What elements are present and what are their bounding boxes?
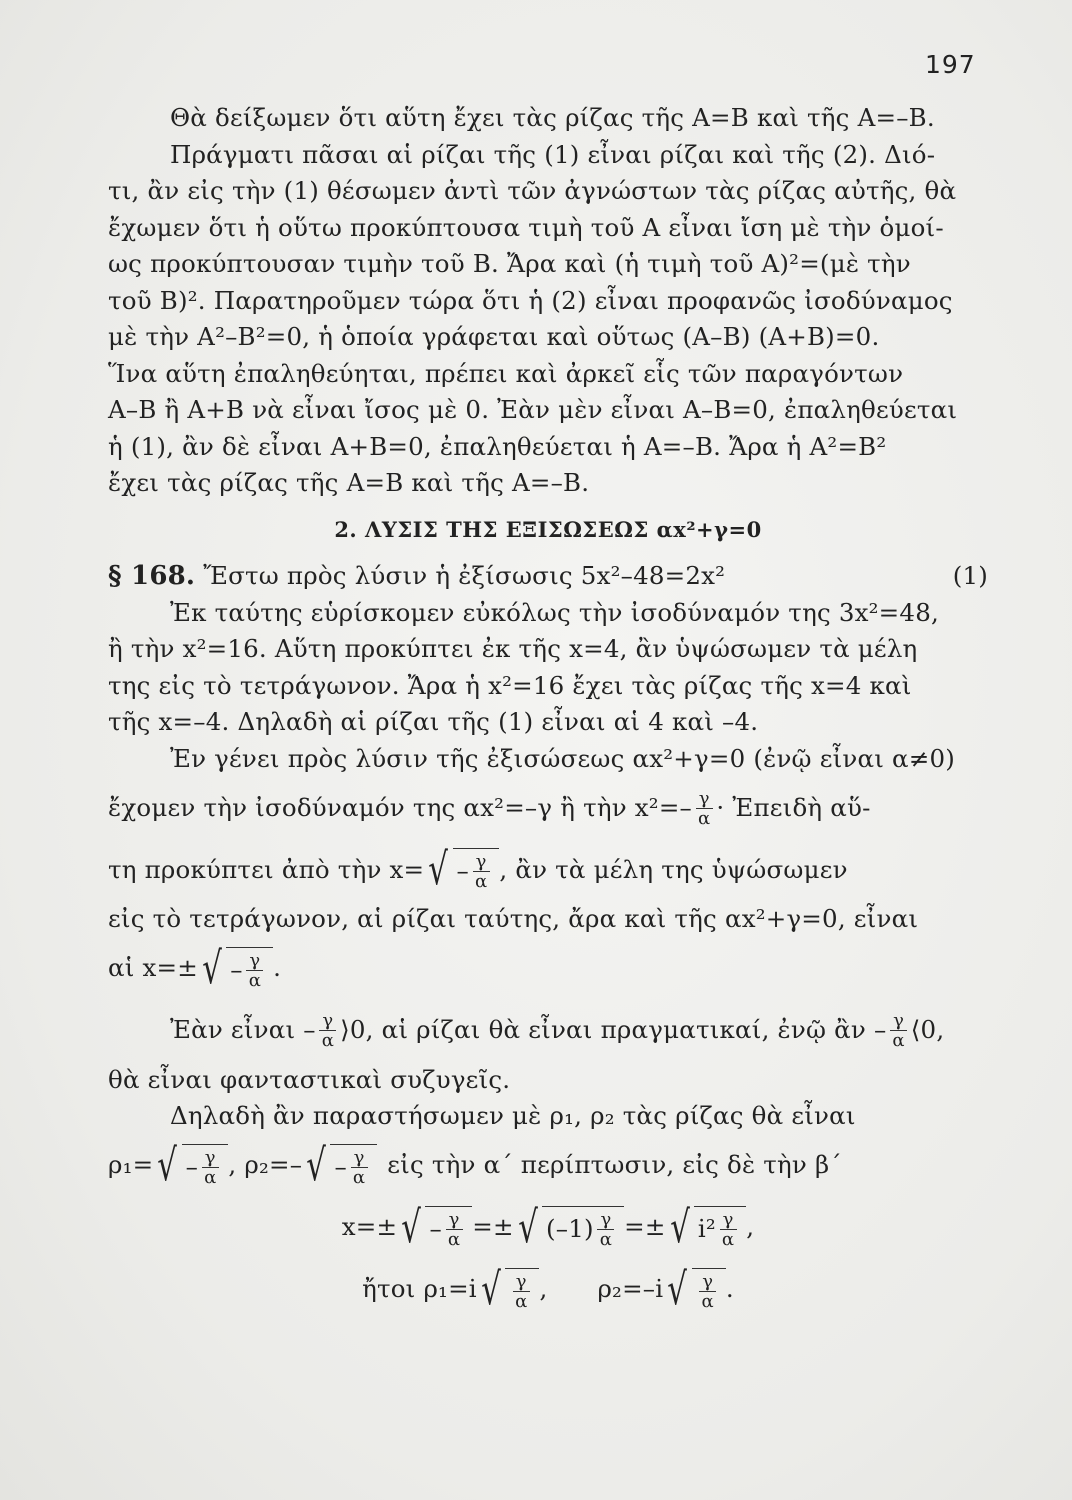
text-fragment: =± [624, 1212, 666, 1242]
text-line: Θὰ δείξωμεν ὅτι αὕτη ἔχει τὰς ρίζας τῆς Α=Β καὶ τῆς Α=–Β. [170, 103, 935, 132]
text-line: Ἐκ ταύτης εὑρίσκομεν εὐκόλως τὴν ἰσοδύναμόν της 3x²=48, [170, 597, 939, 627]
text-line: τοῦ Β)². Παρατηροῦμεν τώρα ὅτι ἡ (2) εἶναι προφανῶς ἰσοδύναμος [108, 285, 953, 315]
square-root: √ – $\frac{\gamma}{\alpha}$ [302, 1144, 377, 1188]
text-line: εἰς τὸ τετράγωνον, αἱ ρίζαι ταύτης, ἄρα καὶ τῆς αx²+γ=0, εἶναι [108, 904, 919, 933]
text-line: ως προκύπτουσαν τιμὴν τοῦ Β. Ἄρα καὶ (ἡ τιμὴ τοῦ Α)²=(μὲ τὴν [108, 249, 911, 278]
text-fragment: ἔχομεν τὴν ἰσοδύναμόν της αx²=–γ ἢ τὴν x²=– [108, 792, 693, 822]
text-fragment: ρ₂=–i [597, 1274, 664, 1304]
fraction: $\frac{\gamma}{\alpha}$ [319, 1011, 337, 1050]
square-root: √ $\frac{\gamma}{\alpha}$ [663, 1268, 726, 1312]
text-fragment: εἰς τὴν α΄ περίπτωσιν, εἰς δὲ τὴν β΄ [387, 1150, 842, 1180]
text-fragment: · Ἐπειδὴ αὕ- [716, 792, 871, 822]
square-root: √ $\frac{\gamma}{\alpha}$ [477, 1268, 540, 1312]
text-fragment: αἱ x=± [108, 953, 199, 983]
text-line: τῆς x=–4. Δηλαδὴ αἱ ρίζαι τῆς (1) εἶναι αἱ 4 καὶ –4. [108, 707, 759, 736]
math-line [108, 938, 988, 1000]
text-line: Δηλαδὴ ἂν παραστήσωμεν μὲ ρ₁, ρ₂ τὰς ρίζας θὰ εἶναι [170, 1101, 856, 1130]
text-line: τι, ἂν εἰς τὴν (1) θέσωμεν ἀντὶ τῶν ἀγνώστων τὰς ρίζας αὐτῆς, θὰ [108, 176, 957, 205]
text-line: θὰ εἶναι φανταστικαὶ συζυγεῖς. [108, 1064, 511, 1094]
square-root: √ – $\frac{\gamma}{\alpha}$ [153, 1144, 228, 1188]
text-line: μὲ τὴν Α²–Β²=0, ἡ ὁποία γράφεται καὶ οὕτως (Α–Β) (Α+Β)=0. [108, 322, 880, 351]
text-line: Ἵνα αὕτη ἐπαληθεύηται, πρέπει καὶ ἀρκεῖ εἷς τῶν παραγόντων [108, 358, 904, 388]
text-line: ἡ (1), ἂν δὲ εἶναι Α+Β=0, ἐπαληθεύεται ἡ Α=–Β. Ἄρα ἡ Α²=Β² [108, 431, 887, 461]
text-fragment: . [725, 1274, 734, 1304]
math-line [108, 839, 988, 901]
text-line: Ἐν γένει πρὸς λύσιν τῆς ἐξισώσεως αx²+γ=0 (ἐνῷ εἶναι α≠0) [170, 743, 956, 773]
text-fragment: , ἂν τὰ μέλη της ὑψώσωμεν [499, 854, 848, 884]
text-fragment: τη προκύπτει ἀπὸ τὴν x= [108, 854, 425, 884]
math-line [108, 1197, 988, 1259]
text-fragment: ρ₁= [108, 1150, 154, 1180]
text-fragment: x=± [341, 1212, 398, 1242]
text-fragment: ⟩0, αἱ ρίζαι θὰ εἶναι πραγματικαί, ἐνῷ ἂν – [340, 1015, 887, 1045]
fraction: $\frac{\gamma}{\alpha}$ [889, 1011, 907, 1050]
math-line [108, 1135, 988, 1197]
text-line: Α–Β ἢ Α+Β νὰ εἶναι ἴσος μὲ 0. Ἐὰν μὲν εἶναι Α–Β=0, ἐπαληθεύεται [108, 395, 958, 424]
text-line: ἢ τὴν x²=16. Αὕτη προκύπτει ἐκ τῆς x=4, ἂν ὑψώσωμεν τὰ μέλη [108, 634, 918, 663]
section-heading: 2. ΛΥΣΙΣ ΤΗΣ ΕΞΙΣΩΣΕΩΣ αx²+γ=0 [334, 516, 762, 542]
text-fragment: =± [472, 1212, 514, 1242]
fraction: $\frac{\gamma}{\alpha}$ [695, 789, 713, 828]
text-fragment: . [273, 953, 282, 983]
square-root: √ (–1) $\frac{\gamma}{\alpha}$ [514, 1206, 624, 1250]
text-fragment: , [746, 1212, 755, 1242]
text-line: Πράγματι πᾶσαι αἱ ρίζαι τῆς (1) εἶναι ρίζαι καὶ τῆς (2). Διό- [170, 139, 936, 169]
square-root: √ i² $\frac{\gamma}{\alpha}$ [666, 1206, 747, 1250]
text-fragment: Ἐὰν εἶναι – [170, 1015, 316, 1045]
math-line [108, 777, 988, 839]
section-label: § 168. [108, 561, 196, 591]
text-fragment: ⟨0, [910, 1015, 945, 1045]
page-number: 197 [925, 50, 976, 79]
equation-number: (1) [952, 561, 988, 590]
square-root: √ – $\frac{\gamma}{\alpha}$ [424, 848, 499, 892]
math-line [108, 1000, 988, 1062]
text-fragment: ἤτοι ρ₁=i [362, 1274, 477, 1304]
text-line: της εἰς τὸ τετράγωνον. Ἄρα ἡ x²=16 ἔχει τὰς ρίζας τῆς x=4 καὶ [108, 670, 912, 700]
square-root: √ – $\frac{\gamma}{\alpha}$ [397, 1206, 472, 1250]
text-fragment: , ρ₂=– [228, 1150, 303, 1180]
math-line [108, 1259, 988, 1321]
text-line: ἔχωμεν ὅτι ἡ οὕτω προκύπτουσα τιμὴ τοῦ Α εἶναι ἴση μὲ τὴν ὁμοί- [108, 212, 944, 242]
text-fragment: , [539, 1274, 548, 1304]
section-first-line [108, 558, 988, 595]
section-text: Ἔστω πρὸς λύσιν ἡ ἐξίσωσις 5x²–48=2x² [203, 561, 726, 590]
body-text [108, 100, 988, 1321]
text-line: ἔχει τὰς ρίζας τῆς Α=Β καὶ τῆς Α=–Β. [108, 468, 590, 497]
square-root: √ – $\frac{\gamma}{\alpha}$ [198, 947, 273, 991]
